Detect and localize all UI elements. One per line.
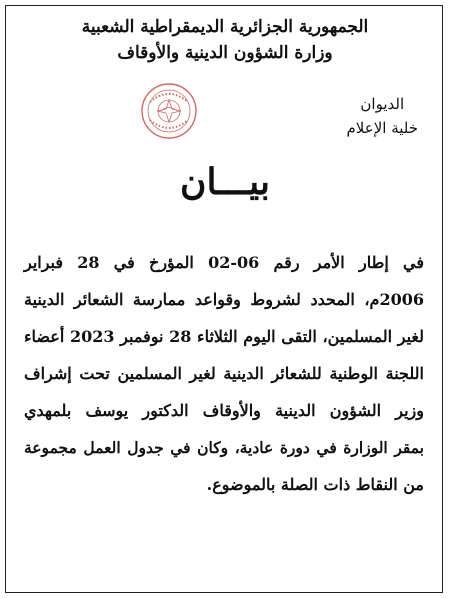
body-line: من النقاط ذات الصلة بالموضوع. [206, 475, 424, 494]
statement-body [24, 244, 424, 503]
body-line: بمقر الوزارة في دورة عادية، وكان في جدول العمل مجموعة [24, 438, 424, 457]
media-cell-name: خلية الإعلام [346, 119, 418, 137]
body-line: في إطار الأمر رقم 06-02 المؤرخ في 28 فبراير [24, 253, 424, 272]
issuing-office [347, 92, 418, 140]
body-line: لغير المسلمين، التقى اليوم الثلاثاء 28 نوفمبر 2023 أعضاء [24, 327, 425, 346]
ministry-name: وزارة الشؤون الدينية والأوقاف [117, 43, 333, 63]
document-title: بيـــان [180, 161, 270, 203]
office-name: الديوان [360, 95, 405, 113]
body-line: وزير الشؤون الدينية والأوقاف الدكتور يوسف بلمهدي [24, 401, 424, 420]
official-stamp-seal [140, 82, 198, 140]
document-header [20, 14, 430, 66]
republic-name: الجمهورية الجزائرية الديمقراطية الشعبية [81, 17, 369, 37]
body-line: اللجنة الوطنية للشعائر الدينية لغير المسلمين تحت إشراف [24, 364, 424, 383]
body-line: 2006م، المحدد لشروط وقواعد ممارسة الشعائر الدينية [24, 290, 424, 309]
